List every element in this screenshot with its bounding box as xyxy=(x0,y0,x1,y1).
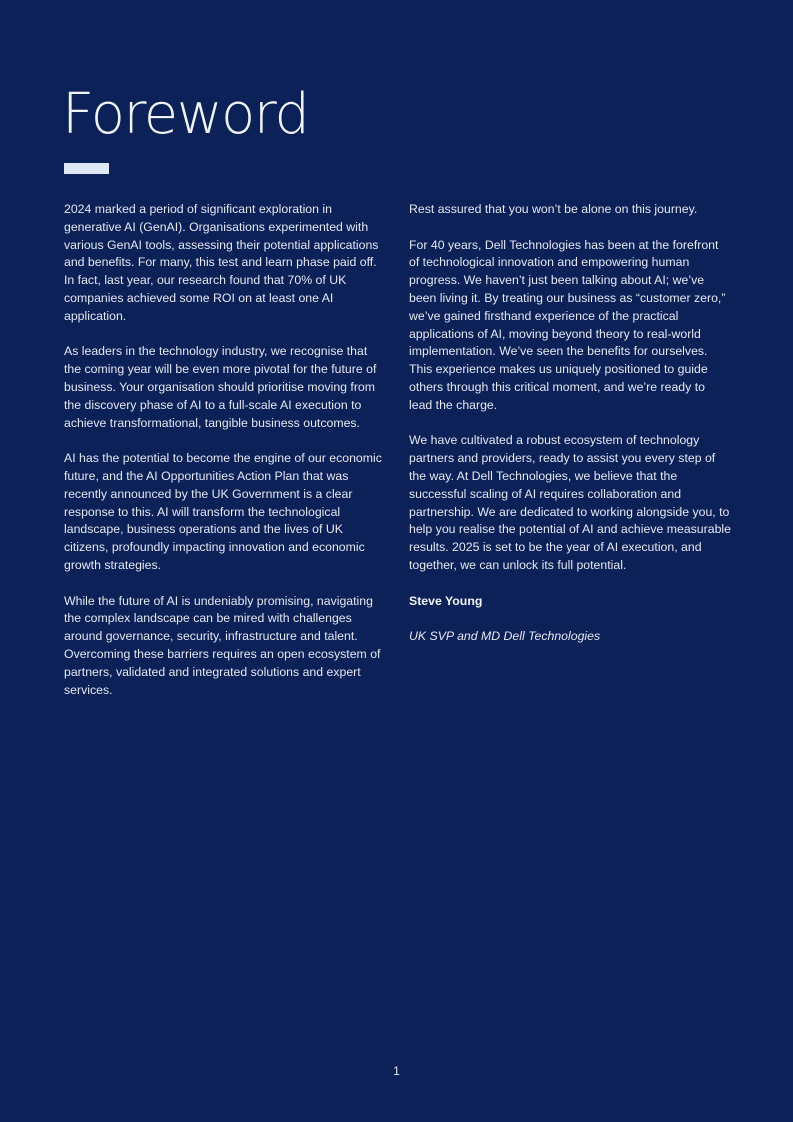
page-title: Foreword xyxy=(62,82,309,147)
paragraph: As leaders in the technology industry, we recognise that the coming year will be even more pivotal for the future of business. Your organisation should prioritise moving from the discovery phase of AI to a full-scale AI execution to achieve transformational, tangible business outcomes. xyxy=(64,344,377,430)
right-column xyxy=(409,201,731,664)
paragraph: We have cultivated a robust ecosystem of technology partners and providers, ready to assist you every step of the way. At Dell Technologies, we believe that the successful scaling of AI requires collaboration and partnership. We are dedicated to working alongside you, to help you realise the potential of AI and achieve measurable results. 2025 is set to be the year of AI execution, and together, we can unlock its full potential. xyxy=(409,433,731,572)
signature-role: UK SVP and MD Dell Technologies xyxy=(409,629,601,644)
title-accent-bar xyxy=(64,163,109,174)
paragraph: 2024 marked a period of significant exploration in generative AI (GenAI). Organisations experimented with various GenAI tools, assessing their potential applications and benefits. For many, this test and learn phase paid off. In fact, last year, our research found that 70% of UK companies achieved some ROI on at least one AI application. xyxy=(64,202,379,323)
page-number: 1 xyxy=(393,1064,400,1078)
paragraph: Rest assured that you won’t be alone on this journey. xyxy=(409,202,698,216)
left-column xyxy=(64,201,386,717)
paragraph: AI has the potential to become the engine of our economic future, and the AI Opportunities Action Plan that was recently announced by the UK Government is a clear response to this. AI will transform the technological landscape, business operations and the lives of UK citizens, profoundly impacting innovation and economic growth strategies. xyxy=(64,451,382,572)
paragraph: For 40 years, Dell Technologies has been at the forefront of technological innovation and empowering human progress. We haven’t just been talking about AI; we’ve been living it. By treating our business as “customer zero,” we’ve gained firsthand experience of the practical applications of AI, moving beyond theory to real-world implementation. We’ve seen the benefits for ourselves. This experience makes us uniquely positioned to guide others through this critical moment, and we’re ready to lead the charge. xyxy=(409,237,726,412)
paragraph: While the future of AI is undeniably promising, navigating the complex landscape can be mired with challenges around governance, security, infrastructure and talent. Overcoming these barriers requires an open ecosystem of partners, validated and integrated solutions and expert services. xyxy=(64,593,381,697)
signature-name: Steve Young xyxy=(409,593,483,608)
signature-block xyxy=(409,593,731,646)
